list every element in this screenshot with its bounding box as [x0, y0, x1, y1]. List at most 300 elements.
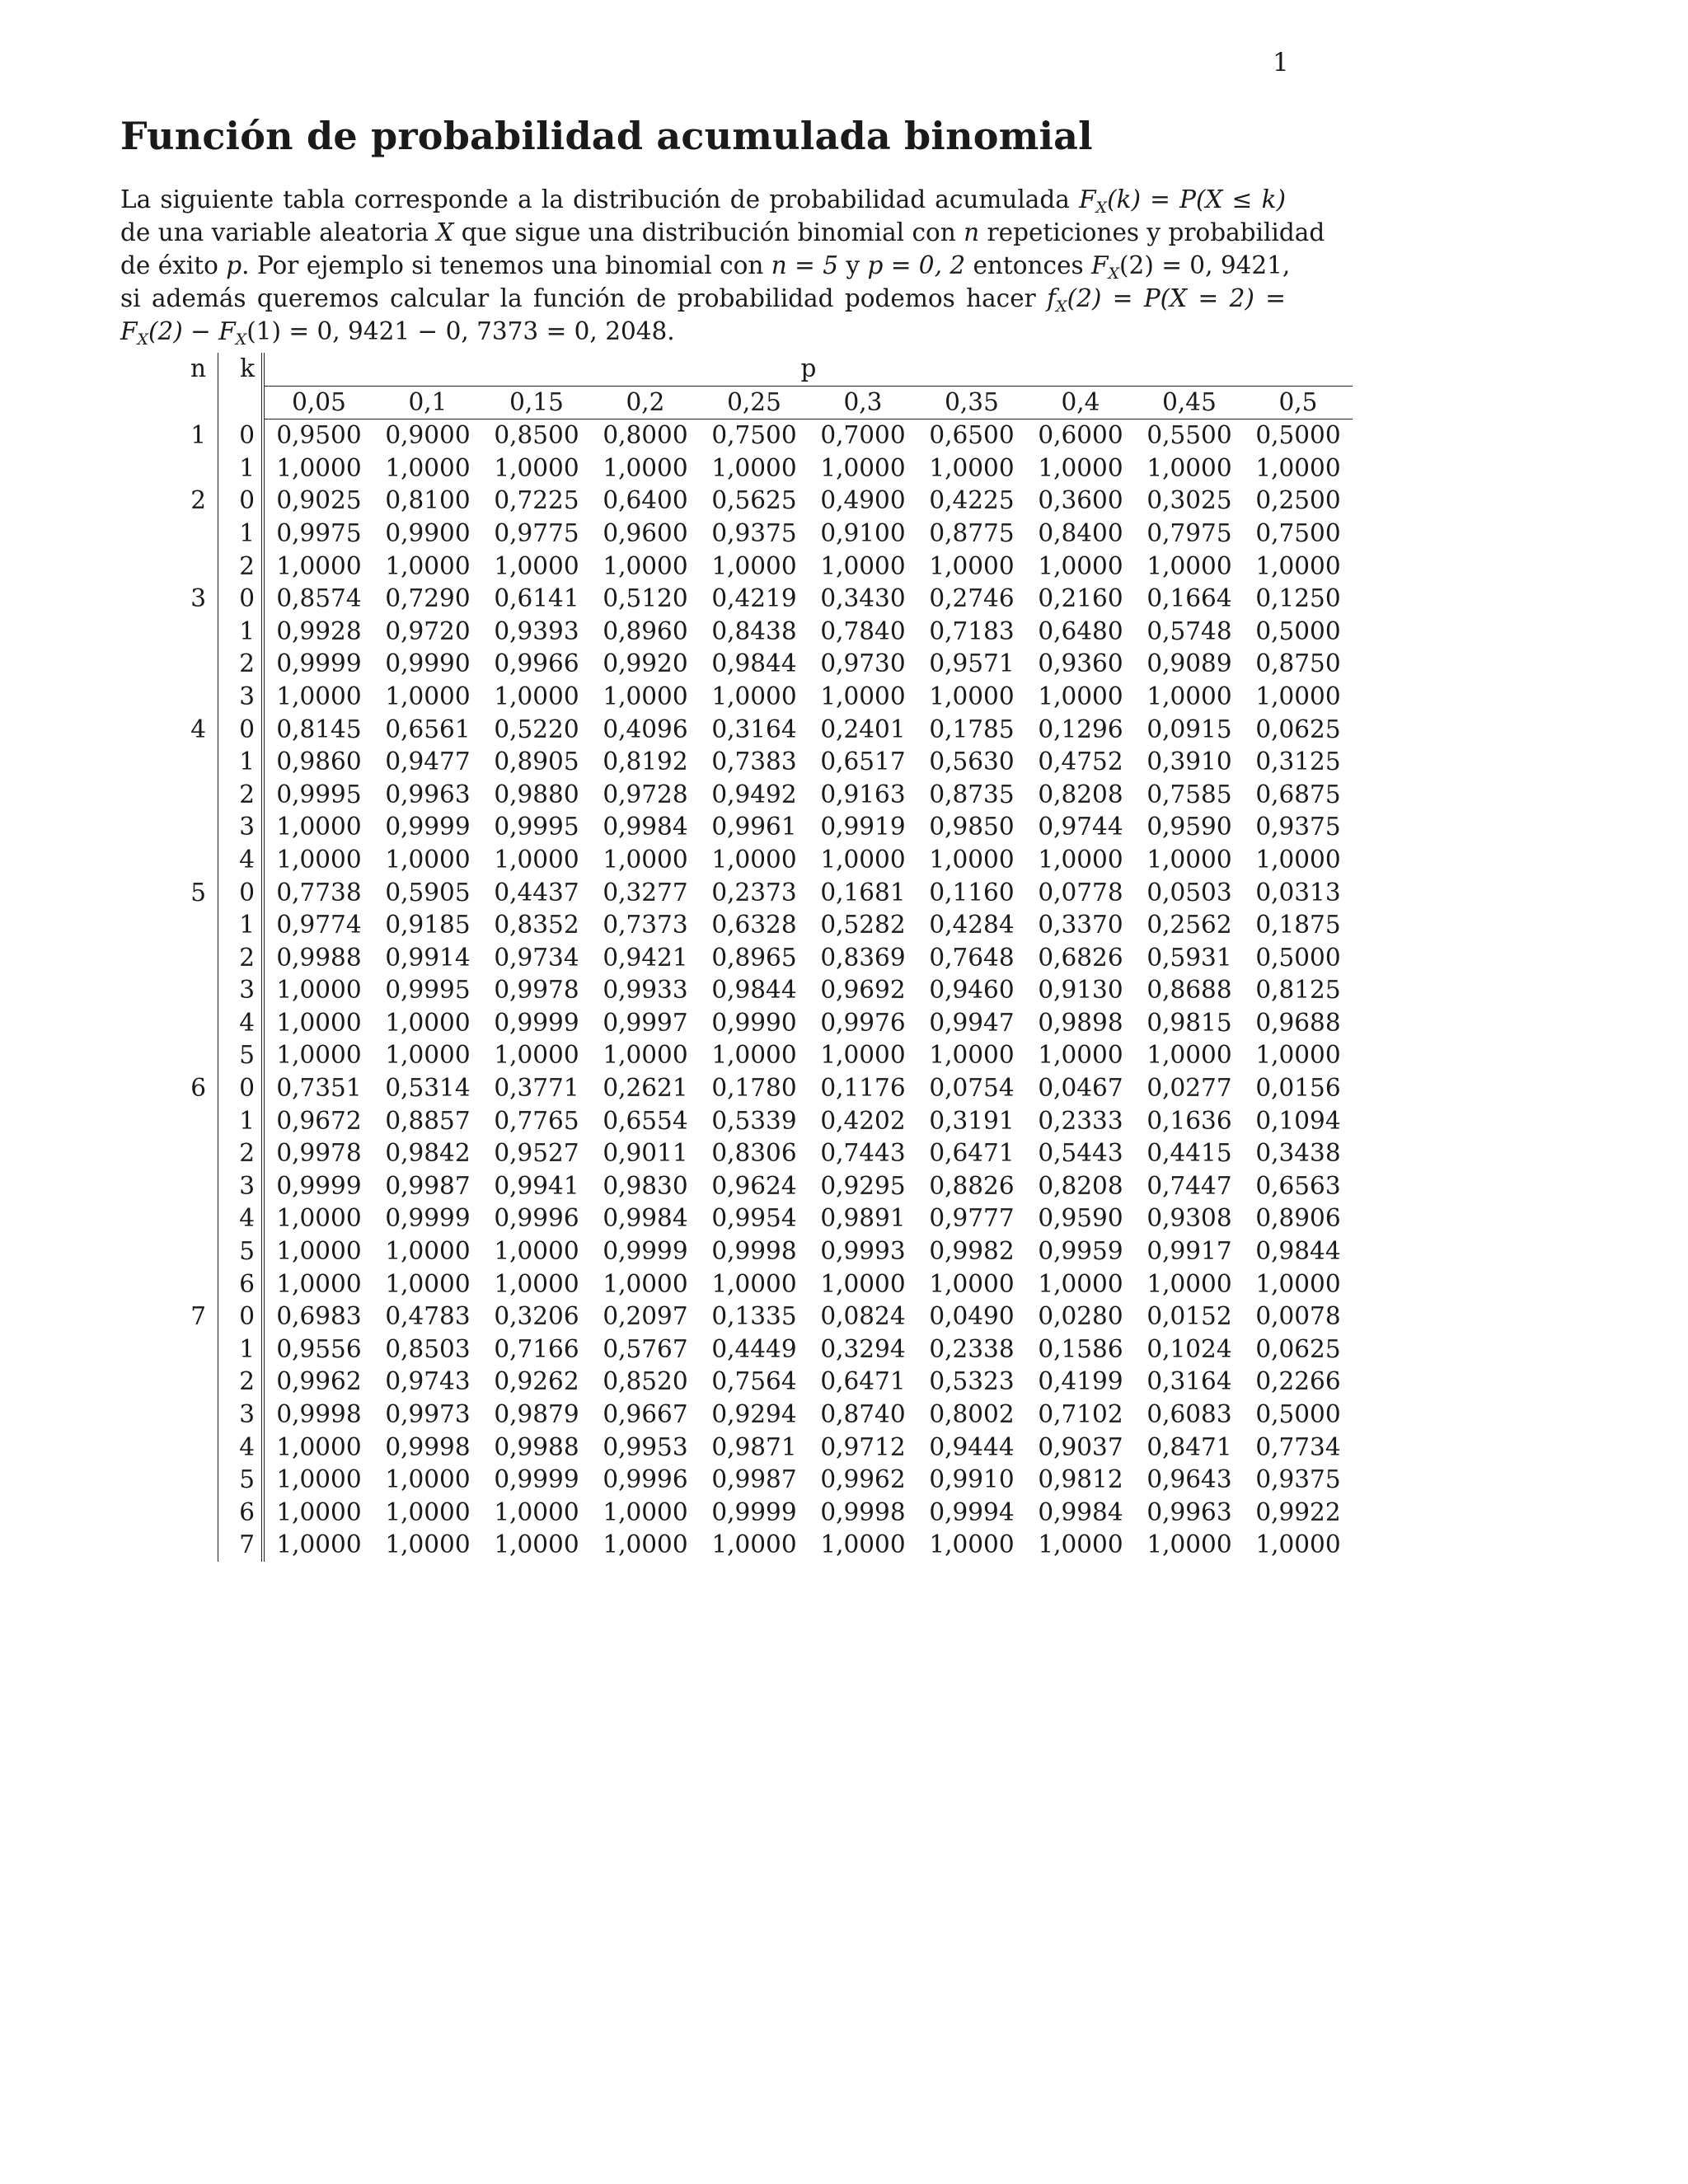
cell-n — [173, 974, 218, 1007]
table-row — [173, 844, 1353, 877]
table-row — [173, 1202, 1353, 1235]
cell-probability: 0,9774 — [276, 911, 362, 940]
cell-probability: 0,9962 — [276, 1367, 362, 1396]
cell-probability: 1,0000 — [494, 1041, 579, 1070]
intro-text: repeticiones y probabilidad — [979, 218, 1325, 246]
cell-probability: 1,0000 — [820, 1269, 906, 1298]
cell-probability: 0,9830 — [603, 1171, 688, 1200]
cell-k: 7 — [218, 1529, 264, 1562]
cell-probability: 1,0000 — [385, 551, 471, 580]
cell-probability: 0,9973 — [385, 1400, 471, 1428]
cell-probability: 1,0000 — [494, 1530, 579, 1559]
cell-probability: 0,8125 — [1255, 976, 1341, 1005]
cell-probability: 0,8740 — [820, 1400, 906, 1428]
cell-probability: 0,5767 — [603, 1334, 688, 1363]
table-row — [173, 583, 1353, 616]
table-row — [173, 1366, 1353, 1399]
cell-probability: 1,0000 — [276, 1497, 362, 1526]
cell-n — [173, 681, 218, 714]
cell-probability: 1,0000 — [929, 845, 1015, 874]
cell-probability: 0,8857 — [385, 1106, 471, 1135]
cell-probability: 1,0000 — [929, 551, 1015, 580]
cell-probability: 0,6983 — [276, 1302, 362, 1331]
cell-probability: 0,9999 — [276, 1171, 362, 1200]
cell-k: 2 — [218, 1137, 264, 1170]
cell-probability: 0,6400 — [603, 486, 688, 515]
cell-probability: 1,0000 — [385, 1237, 471, 1266]
cell-probability: 0,0490 — [929, 1302, 1015, 1331]
table-row — [173, 779, 1353, 812]
cell-probability: 0,7166 — [494, 1334, 579, 1363]
cell-probability: 0,9871 — [711, 1432, 797, 1461]
cell-probability: 0,7500 — [1255, 518, 1341, 547]
cell-probability: 1,0000 — [385, 682, 471, 710]
cell-probability: 0,2562 — [1146, 911, 1232, 940]
cell-probability: 0,9375 — [1255, 813, 1341, 841]
cell-probability: 1,0000 — [1255, 845, 1341, 874]
intro-text: de una variable aleatoria — [120, 218, 437, 246]
cell-probability: 0,7765 — [494, 1106, 579, 1135]
cell-k: 4 — [218, 1007, 264, 1040]
cell-probability: 1,0000 — [603, 682, 688, 710]
cell-probability: 1,0000 — [603, 1269, 688, 1298]
cell-probability: 1,0000 — [711, 682, 797, 710]
cell-probability: 1,0000 — [1038, 1530, 1123, 1559]
cell-probability: 0,3164 — [711, 715, 797, 743]
cell-probability: 0,8306 — [711, 1139, 797, 1168]
cell-n — [173, 844, 218, 877]
cell-probability: 0,7351 — [276, 1074, 362, 1103]
cell-n: 1 — [173, 419, 218, 452]
cell-probability: 0,8965 — [711, 943, 797, 972]
table-row — [173, 616, 1353, 649]
cell-probability: 0,1785 — [929, 715, 1015, 743]
cell-probability: 0,3277 — [603, 878, 688, 907]
cell-probability: 0,5905 — [385, 878, 471, 907]
table-row — [173, 551, 1353, 583]
cell-probability: 0,5443 — [1038, 1139, 1123, 1168]
cell-probability: 0,0313 — [1255, 878, 1341, 907]
cell-probability: 0,1335 — [711, 1302, 797, 1331]
cell-probability: 0,9571 — [929, 649, 1015, 678]
cell-probability: 0,8826 — [929, 1171, 1015, 1200]
cell-probability: 0,9914 — [385, 943, 471, 972]
cell-probability: 0,0625 — [1255, 715, 1341, 743]
cell-probability: 0,1296 — [1038, 715, 1123, 743]
table-row — [173, 1529, 1353, 1562]
cell-probability: 0,1586 — [1038, 1334, 1123, 1363]
cell-probability: 0,5000 — [1255, 1400, 1341, 1428]
cell-probability: 0,9844 — [711, 976, 797, 1005]
table-row — [173, 811, 1353, 844]
table-row — [173, 1007, 1353, 1040]
cell-probability: 1,0000 — [494, 1497, 579, 1526]
cell-probability: 0,5000 — [1255, 421, 1341, 450]
cell-probability: 0,9984 — [603, 813, 688, 841]
cell-probability: 0,9919 — [820, 813, 906, 841]
table-row — [173, 1137, 1353, 1170]
cell-probability: 0,0277 — [1146, 1074, 1232, 1103]
cell-probability: 0,8208 — [1038, 780, 1123, 808]
cell-n: 3 — [173, 583, 218, 616]
cell-n: 2 — [173, 485, 218, 518]
cell-k: 2 — [218, 1366, 264, 1399]
cell-probability: 1,0000 — [711, 1530, 797, 1559]
p-value: 0,45 — [1135, 386, 1244, 419]
cell-probability: 0,8503 — [385, 1334, 471, 1363]
cell-probability: 0,6471 — [929, 1139, 1015, 1168]
p-value: 0,1 — [373, 386, 482, 419]
cell-probability: 0,9037 — [1038, 1432, 1123, 1461]
cell-probability: 0,9842 — [385, 1139, 471, 1168]
cell-probability: 0,9734 — [494, 943, 579, 972]
cell-probability: 0,7290 — [385, 584, 471, 613]
cell-probability: 0,9976 — [820, 1008, 906, 1037]
cell-probability: 1,0000 — [385, 1530, 471, 1559]
math-expr: n = 5 — [771, 251, 839, 279]
cell-probability: 1,0000 — [385, 1008, 471, 1037]
cell-probability: 1,0000 — [603, 1530, 688, 1559]
cell-probability: 0,9728 — [603, 780, 688, 808]
cell-k: 6 — [218, 1268, 264, 1301]
cell-probability: 0,0280 — [1038, 1302, 1123, 1331]
cell-probability: 0,8500 — [494, 421, 579, 450]
cell-probability: 0,8735 — [929, 780, 1015, 808]
table-row — [173, 648, 1353, 681]
cell-probability: 0,9995 — [276, 780, 362, 808]
cell-n — [173, 616, 218, 649]
cell-probability: 1,0000 — [820, 1530, 906, 1559]
cell-probability: 0,9667 — [603, 1400, 688, 1428]
cell-probability: 1,0000 — [1255, 682, 1341, 710]
math-p: p — [226, 251, 242, 279]
p-value: 0,35 — [917, 386, 1026, 419]
table-body — [173, 419, 1353, 1562]
cell-probability: 0,8100 — [385, 486, 471, 515]
table-row — [173, 746, 1353, 779]
cell-probability: 1,0000 — [1255, 1269, 1341, 1298]
cell-probability: 0,9920 — [603, 649, 688, 678]
cell-probability: 1,0000 — [1255, 1530, 1341, 1559]
cell-probability: 0,9777 — [929, 1204, 1015, 1233]
cell-probability: 1,0000 — [1038, 1041, 1123, 1070]
cell-probability: 0,9860 — [276, 748, 362, 776]
cell-probability: 0,4225 — [929, 486, 1015, 515]
cell-n: 4 — [173, 714, 218, 747]
cell-probability: 1,0000 — [494, 1269, 579, 1298]
cell-probability: 0,8960 — [603, 616, 688, 645]
cell-probability: 0,9375 — [711, 518, 797, 547]
cell-probability: 0,9962 — [820, 1465, 906, 1494]
cell-n — [173, 1333, 218, 1366]
cell-probability: 0,9998 — [820, 1497, 906, 1526]
cell-probability: 1,0000 — [1255, 551, 1341, 580]
table-row — [173, 1039, 1353, 1072]
cell-probability: 0,9933 — [603, 976, 688, 1005]
math-subscript: X — [137, 330, 148, 349]
cell-k: 0 — [218, 583, 264, 616]
cell-probability: 0,7447 — [1146, 1171, 1232, 1200]
cell-probability: 1,0000 — [276, 1269, 362, 1298]
cell-probability: 0,9966 — [494, 649, 579, 678]
table-row — [173, 1333, 1353, 1366]
cell-probability: 0,0156 — [1255, 1074, 1341, 1103]
cell-k: 5 — [218, 1039, 264, 1072]
cell-k: 3 — [218, 811, 264, 844]
table-row — [173, 1399, 1353, 1432]
cell-probability: 0,9982 — [929, 1237, 1015, 1266]
cell-probability: 1,0000 — [603, 1041, 688, 1070]
cell-probability: 0,6083 — [1146, 1400, 1232, 1428]
cell-probability: 0,9130 — [1038, 976, 1123, 1005]
cell-probability: 1,0000 — [1146, 1530, 1232, 1559]
intro-text: entonces — [965, 251, 1092, 279]
table-row — [173, 1105, 1353, 1138]
cell-probability: 0,5000 — [1255, 616, 1341, 645]
cell-probability: 0,2373 — [711, 878, 797, 907]
cell-probability: 0,3370 — [1038, 911, 1123, 940]
cell-probability: 0,9995 — [385, 976, 471, 1005]
cell-probability: 1,0000 — [494, 682, 579, 710]
cell-probability: 1,0000 — [276, 1237, 362, 1266]
cell-probability: 0,7500 — [711, 421, 797, 450]
cell-probability: 1,0000 — [385, 845, 471, 874]
table-row — [173, 485, 1353, 518]
cell-probability: 1,0000 — [276, 551, 362, 580]
cell-probability: 1,0000 — [929, 1530, 1015, 1559]
math-expr: (2) = P(X = 2) = — [1067, 284, 1286, 312]
cell-probability: 0,9996 — [603, 1465, 688, 1494]
table-row — [173, 1268, 1353, 1301]
cell-n: 6 — [173, 1072, 218, 1105]
cell-probability: 0,3025 — [1146, 486, 1232, 515]
cell-probability: 0,9025 — [276, 486, 362, 515]
cell-k: 0 — [218, 714, 264, 747]
cell-probability: 0,8208 — [1038, 1171, 1123, 1200]
cell-probability: 0,9624 — [711, 1171, 797, 1200]
cell-probability: 0,9812 — [1038, 1465, 1123, 1494]
cell-probability: 0,9999 — [276, 649, 362, 678]
cell-probability: 0,9954 — [711, 1204, 797, 1233]
cell-n — [173, 1007, 218, 1040]
cell-probability: 0,9262 — [494, 1367, 579, 1396]
cell-probability: 0,9998 — [276, 1400, 362, 1428]
cell-probability: 1,0000 — [1038, 453, 1123, 482]
cell-k: 3 — [218, 1170, 264, 1203]
cell-probability: 1,0000 — [603, 1497, 688, 1526]
cell-probability: 1,0000 — [820, 1041, 906, 1070]
math-f: f — [1047, 284, 1057, 312]
cell-probability: 0,9500 — [276, 421, 362, 450]
cell-probability: 0,9910 — [929, 1465, 1015, 1494]
cell-probability: 0,5282 — [820, 911, 906, 940]
cell-probability: 0,9987 — [385, 1171, 471, 1200]
header-p: p — [263, 353, 1353, 386]
cell-probability: 1,0000 — [1146, 551, 1232, 580]
cell-probability: 0,9444 — [929, 1432, 1015, 1461]
cell-probability: 0,7564 — [711, 1367, 797, 1396]
p-value: 0,2 — [591, 386, 700, 419]
cell-probability: 0,9917 — [1146, 1237, 1232, 1266]
cell-probability: 0,9988 — [276, 943, 362, 972]
math-subscript: X — [1095, 199, 1108, 217]
cell-probability: 0,9000 — [385, 421, 471, 450]
cell-probability: 0,8471 — [1146, 1432, 1232, 1461]
cell-probability: 0,9999 — [494, 1008, 579, 1037]
table-row — [173, 714, 1353, 747]
cell-probability: 0,8775 — [929, 518, 1015, 547]
cell-probability: 0,9492 — [711, 780, 797, 808]
cell-probability: 0,8520 — [603, 1367, 688, 1396]
header-n: n — [173, 353, 218, 386]
cell-k: 1 — [218, 452, 264, 485]
math-F: F — [1079, 185, 1096, 213]
table-row — [173, 1464, 1353, 1497]
cell-probability: 0,1664 — [1146, 584, 1232, 613]
cell-probability: 1,0000 — [1038, 845, 1123, 874]
cell-probability: 0,9360 — [1038, 649, 1123, 678]
math-F: F — [1091, 251, 1109, 279]
cell-probability: 0,8369 — [820, 943, 906, 972]
cell-probability: 0,9993 — [820, 1237, 906, 1266]
cell-n — [173, 1202, 218, 1235]
cell-probability: 0,0915 — [1146, 715, 1232, 743]
cell-probability: 1,0000 — [276, 813, 362, 841]
cell-probability: 0,9692 — [820, 976, 906, 1005]
cell-probability: 0,7383 — [711, 748, 797, 776]
intro-line-4 — [120, 282, 1286, 315]
cell-k: 5 — [218, 1235, 264, 1268]
cell-probability: 0,4437 — [494, 878, 579, 907]
p-value: 0,4 — [1026, 386, 1135, 419]
cell-probability: 0,5339 — [711, 1106, 797, 1135]
intro-text: y — [838, 251, 868, 279]
intro-text: . Por ejemplo si tenemos una binomial con — [241, 251, 771, 279]
table-row — [173, 909, 1353, 942]
cell-probability: 1,0000 — [603, 551, 688, 580]
cell-probability: 0,8905 — [494, 748, 579, 776]
cell-probability: 0,3191 — [929, 1106, 1015, 1135]
cell-n — [173, 1268, 218, 1301]
cell-probability: 1,0000 — [276, 1432, 362, 1461]
table-row — [173, 419, 1353, 452]
cell-probability: 0,9688 — [1255, 1008, 1341, 1037]
cell-probability: 1,0000 — [711, 453, 797, 482]
cell-probability: 0,1094 — [1255, 1106, 1341, 1135]
cell-n — [173, 551, 218, 583]
cell-probability: 1,0000 — [276, 1008, 362, 1037]
cell-probability: 0,3438 — [1255, 1139, 1341, 1168]
cell-probability: 0,7443 — [820, 1139, 906, 1168]
cell-probability: 0,9590 — [1146, 813, 1232, 841]
table-row — [173, 974, 1353, 1007]
cell-probability: 0,6826 — [1038, 943, 1123, 972]
cell-probability: 0,6875 — [1255, 780, 1341, 808]
cell-probability: 0,9163 — [820, 780, 906, 808]
cell-probability: 1,0000 — [1146, 453, 1232, 482]
cell-probability: 0,9997 — [603, 1008, 688, 1037]
cell-probability: 0,9185 — [385, 911, 471, 940]
cell-probability: 0,2401 — [820, 715, 906, 743]
cell-probability: 0,4783 — [385, 1302, 471, 1331]
cell-k: 1 — [218, 909, 264, 942]
header-k: k — [218, 353, 264, 386]
cell-probability: 0,7840 — [820, 616, 906, 645]
cell-probability: 0,9600 — [603, 518, 688, 547]
cell-probability: 0,7102 — [1038, 1400, 1123, 1428]
cell-probability: 0,6561 — [385, 715, 471, 743]
table-row — [173, 942, 1353, 975]
cell-probability: 0,3294 — [820, 1334, 906, 1363]
cell-probability: 0,9922 — [1255, 1497, 1341, 1526]
cell-probability: 0,5500 — [1146, 421, 1232, 450]
cell-probability: 0,3125 — [1255, 748, 1341, 776]
cell-probability: 0,9975 — [276, 518, 362, 547]
cell-probability: 0,2621 — [603, 1074, 688, 1103]
cell-probability: 0,3164 — [1146, 1367, 1232, 1396]
intro-text: de éxito — [120, 251, 227, 279]
cell-probability: 0,3600 — [1038, 486, 1123, 515]
cell-probability: 1,0000 — [820, 551, 906, 580]
cell-probability: 0,3771 — [494, 1074, 579, 1103]
cell-probability: 1,0000 — [929, 1041, 1015, 1070]
cell-probability: 1,0000 — [494, 845, 579, 874]
cell-probability: 0,8906 — [1255, 1204, 1341, 1233]
cell-n — [173, 518, 218, 551]
cell-probability: 1,0000 — [603, 453, 688, 482]
intro-text: si además queremos calcular la función de probabilidad podemos hacer — [120, 284, 1048, 312]
cell-probability: 1,0000 — [276, 1041, 362, 1070]
cell-probability: 0,8688 — [1146, 976, 1232, 1005]
cell-probability: 0,9990 — [385, 649, 471, 678]
cell-probability: 1,0000 — [385, 1269, 471, 1298]
cell-probability: 1,0000 — [1038, 1269, 1123, 1298]
cell-probability: 0,8000 — [603, 421, 688, 450]
cell-n — [173, 1399, 218, 1432]
cell-probability: 0,8574 — [276, 584, 362, 613]
cell-n — [173, 1497, 218, 1530]
cell-probability: 0,5748 — [1146, 616, 1232, 645]
cell-probability: 0,9850 — [929, 813, 1015, 841]
cell-n — [173, 909, 218, 942]
cell-probability: 0,8438 — [711, 616, 797, 645]
cell-k: 3 — [218, 1399, 264, 1432]
cell-probability: 0,9844 — [1255, 1237, 1341, 1266]
header-k-blank — [218, 386, 264, 419]
cell-probability: 1,0000 — [385, 1497, 471, 1526]
cell-n: 7 — [173, 1301, 218, 1333]
cell-probability: 0,4096 — [603, 715, 688, 743]
cell-probability: 0,9815 — [1146, 1008, 1232, 1037]
intro-line-5 — [120, 315, 1286, 348]
cell-probability: 0,1875 — [1255, 911, 1341, 940]
cell-probability: 0,7734 — [1255, 1432, 1341, 1461]
intro-line-2 — [120, 216, 1325, 249]
cell-probability: 0,6000 — [1038, 421, 1123, 450]
cell-probability: 0,4202 — [820, 1106, 906, 1135]
cell-k: 1 — [218, 518, 264, 551]
cell-n — [173, 1137, 218, 1170]
cell-probability: 0,9963 — [1146, 1497, 1232, 1526]
cell-probability: 0,9999 — [385, 813, 471, 841]
cell-probability: 0,9961 — [711, 813, 797, 841]
cell-n — [173, 1235, 218, 1268]
cell-probability: 0,9775 — [494, 518, 579, 547]
cell-probability: 0,9990 — [711, 1008, 797, 1037]
cell-probability: 1,0000 — [276, 682, 362, 710]
cell-probability: 0,9590 — [1038, 1204, 1123, 1233]
cell-n — [173, 1432, 218, 1465]
